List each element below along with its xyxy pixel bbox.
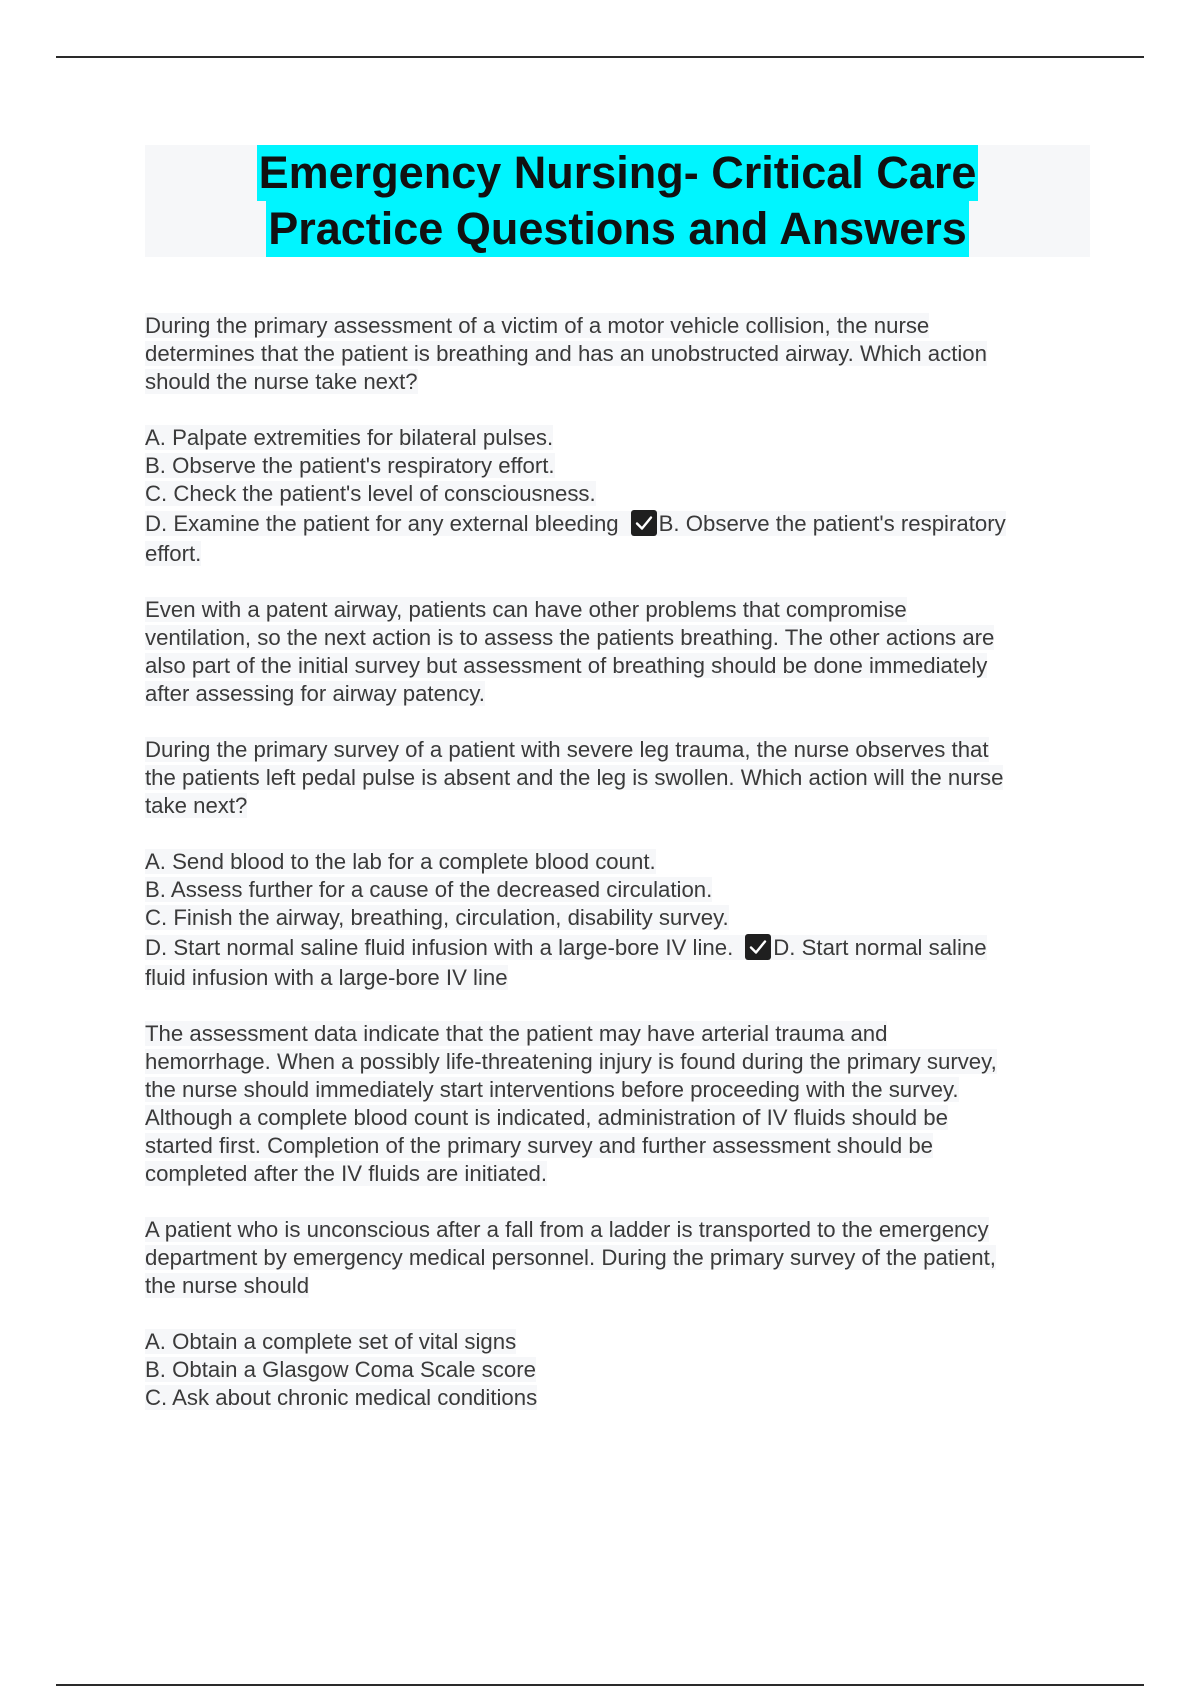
question-3-options: [145, 1328, 1090, 1412]
question-1-options: [145, 424, 1090, 568]
question-2-options: [145, 848, 1090, 992]
question-3-stem-line-3: the nurse should: [145, 1273, 310, 1298]
question-3-option-c: C. Ask about chronic medical conditions: [145, 1385, 538, 1410]
question-2-rationale-line-4: Although a complete blood count is indicated, administration of IV fluids should be: [145, 1105, 948, 1130]
question-1-rationale: [145, 596, 1090, 708]
question-2-rationale-line-3: the nurse should immediately start interventions before proceeding with the survey.: [145, 1077, 959, 1102]
question-2-rationale-line-2: hemorrhage. When a possibly life-threatening injury is found during the primary survey,: [145, 1049, 997, 1074]
checkbox-check-icon: [745, 934, 771, 960]
question-1-answer: B. Observe the patient's respiratory: [658, 511, 1006, 536]
question-1-rationale-line-3: also part of the initial survey but assessment of breathing should be done immediately: [145, 653, 988, 678]
question-2-stem: [145, 736, 1090, 820]
question-1-answer-continued: effort.: [145, 541, 202, 566]
question-2-rationale-line-1: The assessment data indicate that the patient may have arterial trauma and: [145, 1021, 888, 1046]
question-2-option-b: B. Assess further for a cause of the decreased circulation.: [145, 877, 713, 902]
question-1-option-a: A. Palpate extremities for bilateral pulses.: [145, 425, 554, 450]
question-1-stem-line-1: During the primary assessment of a victim of a motor vehicle collision, the nurse: [145, 313, 930, 338]
question-2-stem-line-3: take next?: [145, 793, 248, 818]
top-rule: [56, 56, 1144, 58]
question-1-stem-line-3: should the nurse take next?: [145, 369, 418, 394]
question-3-stem-line-2: department by emergency medical personnel. During the primary survey of the patient,: [145, 1245, 996, 1270]
question-2-stem-line-2: the patients left pedal pulse is absent and the leg is swollen. Which action will the nurse: [145, 765, 1004, 790]
checkbox-check-icon: [631, 510, 657, 536]
question-1-option-b: B. Observe the patient's respiratory effort.: [145, 453, 555, 478]
question-2-rationale: [145, 1020, 1090, 1188]
question-1-rationale-line-2: ventilation, so the next action is to assess the patients breathing. The other actions are: [145, 625, 995, 650]
question-2-option-c: C. Finish the airway, breathing, circulation, disability survey.: [145, 905, 729, 930]
document-body: [145, 312, 1090, 1440]
question-1-rationale-line-4: after assessing for airway patency.: [145, 681, 485, 706]
question-2-option-d: D. Start normal saline fluid infusion with a large-bore IV line.: [145, 935, 734, 960]
question-2-stem-line-1: During the primary survey of a patient with severe leg trauma, the nurse observes that: [145, 737, 989, 762]
question-2-answer-continued: fluid infusion with a large-bore IV line: [145, 965, 508, 990]
document-title: [145, 145, 1090, 257]
question-2-option-a: A. Send blood to the lab for a complete blood count.: [145, 849, 656, 874]
question-3-stem: [145, 1216, 1090, 1300]
question-1-option-d: D. Examine the patient for any external bleeding: [145, 511, 619, 536]
question-2-rationale-line-6: completed after the IV fluids are initiated.: [145, 1161, 548, 1186]
bottom-rule: [56, 1684, 1144, 1686]
question-2-rationale-line-5: started first. Completion of the primary survey and further assessment should be: [145, 1133, 934, 1158]
question-1-option-c: C. Check the patient's level of consciousness.: [145, 481, 596, 506]
question-3-option-a: A. Obtain a complete set of vital signs: [145, 1329, 517, 1354]
question-1-rationale-line-1: Even with a patent airway, patients can have other problems that compromise: [145, 597, 907, 622]
question-3-option-b: B. Obtain a Glasgow Coma Scale score: [145, 1357, 536, 1382]
title-line-1: Emergency Nursing- Critical Care: [257, 145, 979, 201]
title-line-2: Practice Questions and Answers: [266, 201, 969, 257]
question-1-stem: [145, 312, 1090, 396]
question-2-answer: D. Start normal saline: [773, 935, 987, 960]
question-1-stem-line-2: determines that the patient is breathing and has an unobstructed airway. Which action: [145, 341, 987, 366]
question-3-stem-line-1: A patient who is unconscious after a fall from a ladder is transported to the emergency: [145, 1217, 989, 1242]
